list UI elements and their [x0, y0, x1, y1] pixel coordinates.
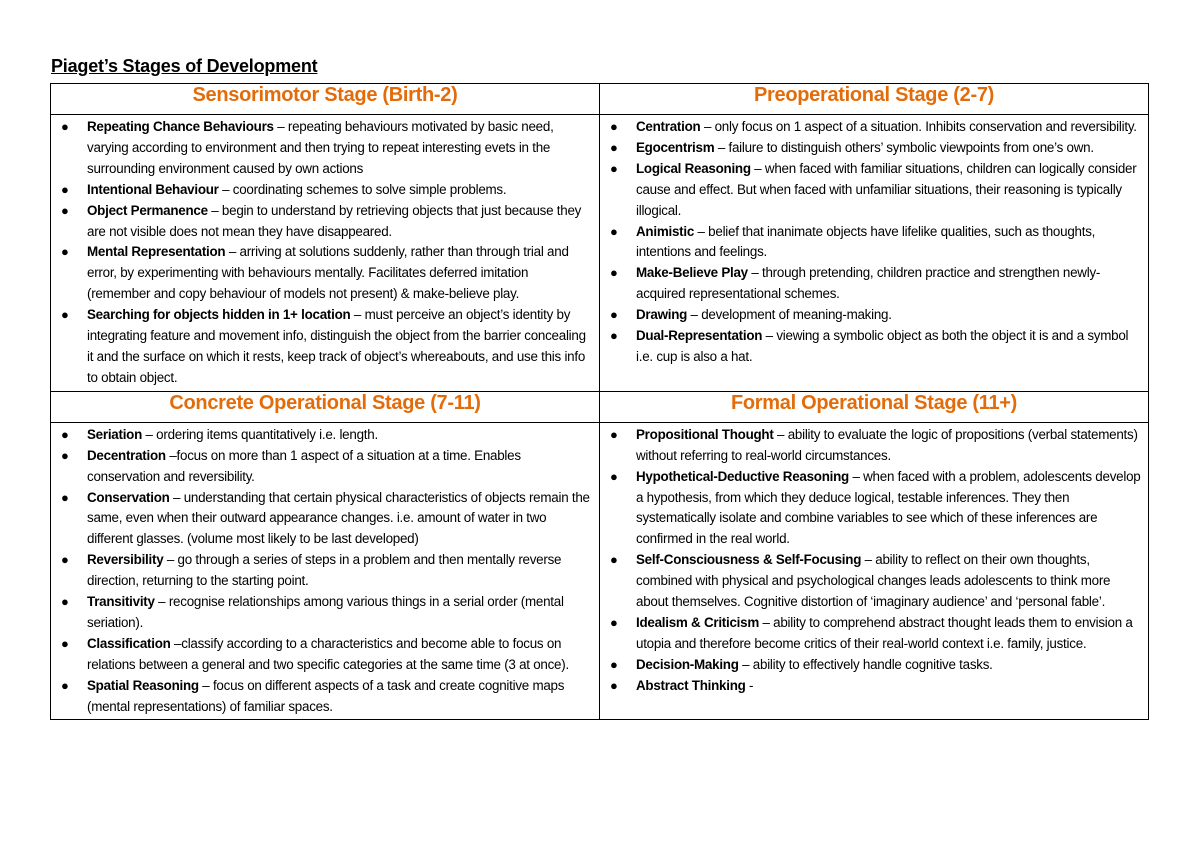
bullet-icon: ● [61, 426, 69, 442]
item-description: – arriving at solutions suddenly, rather than through trial and error, by experimenting with behaviours mentally. Facilitates deferred imitation (remember and copy behaviour of models not present) & make-believe play. [87, 244, 569, 302]
item-description: – belief that inanimate objects have lifelike qualities, such as thoughts, intentions and feelings. [636, 223, 1096, 260]
table-row [51, 84, 1149, 115]
bullet-icon: ● [610, 119, 618, 134]
list-item [604, 425, 1142, 467]
bullet-icon: ● [610, 614, 618, 630]
bullet-icon: ● [610, 552, 618, 568]
stage-heading: Formal Operational Stage (11+) [730, 391, 1018, 414]
list-item [55, 117, 593, 180]
bullet-icon: ● [61, 489, 69, 505]
item-description: – go through a series of steps in a problem and then mentally reverse direction, returning to the starting point. [87, 552, 562, 589]
bullet-icon: ● [610, 160, 618, 176]
stages-table [50, 83, 1149, 720]
item-term: Self-Consciousness & Self-Focusing [636, 552, 862, 568]
item-description: – must perceive an object’s identity by integrating feature and movement info, distinguish the object from the barrier concealing it and the surface on which it rests, keep track of object’s whereabouts, and use this info to obtain object. [87, 307, 586, 385]
list-item [604, 326, 1142, 368]
item-description: – when faced with a problem, adolescents develop a hypothesis, from which they deduce logical, testable inferences. They then systematically isolate and combine variables to see which of these inferences are confirmed in the real world. [636, 468, 1141, 547]
stage-heading-cell [51, 84, 600, 115]
item-term: Idealism & Criticism [636, 614, 760, 630]
bullet-icon: ● [610, 328, 618, 344]
list-item [55, 242, 593, 305]
item-term: Abstract Thinking [636, 677, 746, 693]
item-description: –classify according to a characteristics and become able to focus on relations between a general and two specific categories at the same time (3 at once). [87, 635, 569, 672]
item-term: Propositional Thought [636, 426, 774, 442]
table-row [51, 391, 1149, 422]
stage-item-list [600, 423, 1148, 699]
bullet-icon: ● [610, 468, 618, 484]
list-item [604, 467, 1142, 551]
item-term: Dual-Representation [636, 328, 763, 344]
bullet-icon: ● [61, 202, 69, 218]
item-description: – ability to comprehend abstract thought leads them to envision a utopia and therefore become critics of their real-world context i.e. family, justice. [636, 614, 1133, 651]
item-term: Egocentrism [636, 139, 715, 155]
stage-heading: Preoperational Stage (2-7) [753, 84, 995, 106]
list-item [55, 201, 593, 243]
bullet-icon: ● [610, 265, 618, 281]
item-term: Animistic [636, 223, 695, 239]
list-item [604, 676, 1142, 697]
stage-content-cell [600, 115, 1149, 392]
stage-content-cell [600, 422, 1149, 720]
bullet-icon: ● [61, 307, 69, 323]
bullet-icon: ● [61, 447, 69, 463]
stage-heading-cell [51, 391, 600, 422]
item-term: Logical Reasoning [636, 160, 751, 176]
stage-heading-cell [600, 391, 1149, 422]
bullet-icon: ● [610, 656, 618, 672]
list-item [604, 117, 1142, 138]
bullet-icon: ● [61, 677, 69, 693]
item-description: – recognise relationships among various things in a serial order (mental seriation). [87, 594, 564, 630]
item-term: Classification [87, 635, 171, 651]
item-description: – through pretending, children practice and strengthen newly-acquired representational schemes. [636, 265, 1101, 302]
list-item [55, 592, 593, 634]
item-term: Searching for objects hidden in 1+ location [87, 307, 351, 323]
list-item [55, 488, 593, 551]
item-term: Reversibility [87, 552, 164, 568]
bullet-icon: ● [61, 594, 69, 610]
item-description: – failure to distinguish others’ symbolic viewpoints from one’s own. [714, 139, 1094, 155]
page-title: Piaget’s Stages of Development [51, 56, 318, 76]
item-term: Object Permanence [87, 202, 208, 218]
item-term: Hypothetical-Deductive Reasoning [636, 468, 849, 484]
list-item [55, 634, 593, 676]
stage-item-list [51, 115, 599, 391]
bullet-icon: ● [610, 677, 618, 693]
list-item [604, 159, 1142, 222]
bullet-icon: ● [61, 635, 69, 651]
bullet-icon: ● [61, 181, 69, 197]
item-term: Intentional Behaviour [87, 181, 219, 197]
item-term: Transitivity [87, 594, 155, 610]
bullet-icon: ● [61, 552, 69, 568]
item-term: Conservation [87, 489, 170, 505]
list-item [55, 180, 593, 201]
list-item [604, 305, 1142, 326]
item-term: Centration [636, 119, 701, 134]
list-item [55, 676, 593, 718]
list-item [55, 305, 593, 389]
list-item [604, 550, 1142, 613]
stage-heading: Concrete Operational Stage (7-11) [169, 391, 481, 414]
item-description: – ordering items quantitatively i.e. length. [142, 426, 378, 442]
item-term: Repeating Chance Behaviours [87, 119, 274, 134]
stage-content-cell [51, 422, 600, 720]
item-description: – development of meaning-making. [687, 307, 892, 323]
item-term: Decentration [87, 447, 166, 463]
item-description: – ability to evaluate the logic of propositions (verbal statements) without referring to real-world circumstances. [636, 426, 1138, 463]
item-term: Mental Representation [87, 244, 226, 260]
stage-heading-cell [600, 84, 1149, 115]
bullet-icon: ● [610, 426, 618, 442]
bullet-icon: ● [61, 244, 69, 260]
list-item [55, 550, 593, 592]
table-row [51, 115, 1149, 392]
item-description: – only focus on 1 aspect of a situation. Inhibits conservation and reversibility. [700, 119, 1137, 134]
item-term: Seriation [87, 426, 143, 442]
item-term: Spatial Reasoning [87, 677, 199, 693]
list-item [604, 613, 1142, 655]
stage-heading: Sensorimotor Stage (Birth-2) [192, 84, 458, 106]
item-term: Decision-Making [636, 656, 739, 672]
list-item [604, 138, 1142, 159]
list-item [55, 446, 593, 488]
item-description: –focus on more than 1 aspect of a situation at a time. Enables conservation and reversibility. [87, 447, 521, 484]
bullet-icon: ● [610, 223, 618, 239]
bullet-icon: ● [610, 139, 618, 155]
item-description: – when faced with familiar situations, children can logically consider cause and effect. But when faced with unfamiliar situations, their reasoning is typically illogical. [636, 160, 1137, 218]
bullet-icon: ● [610, 307, 618, 323]
stage-content-cell [51, 115, 600, 392]
item-description: – ability to effectively handle cognitive tasks. [738, 656, 993, 672]
item-description: – viewing a symbolic object as both the object it is and a symbol i.e. cup is also a hat. [636, 328, 1129, 364]
item-description: – coordinating schemes to solve simple problems. [218, 181, 507, 197]
list-item [604, 263, 1142, 305]
item-description: - [745, 677, 754, 693]
item-term: Make-Believe Play [636, 265, 748, 281]
list-item [604, 655, 1142, 676]
item-term: Drawing [636, 307, 688, 323]
bullet-icon: ● [61, 119, 69, 134]
stage-item-list [600, 115, 1148, 370]
list-item [55, 425, 593, 446]
item-description: – ability to reflect on their own thoughts, combined with physical and psychological changes leads adolescents to think more about themselves. Cognitive distortion of ‘imaginary audience’ and ‘personal fable’. [636, 552, 1111, 610]
item-description: – begin to understand by retrieving objects that just because they are not visible does not mean they have disappeared. [87, 202, 582, 239]
list-item [604, 222, 1142, 264]
table-row [51, 422, 1149, 720]
item-description: – focus on different aspects of a task and create cognitive maps (mental representations) of familiar spaces. [87, 677, 565, 714]
stage-item-list [51, 423, 599, 720]
item-description: – understanding that certain physical characteristics of objects remain the same, even when their outward appearance changes. i.e. amount of water in two different glasses. (volume most likely to be last developed) [87, 489, 590, 547]
item-description: – repeating behaviours motivated by basic need, varying according to environment and then trying to repeat interesting evets in the surrounding environment caused by own actions [87, 119, 554, 176]
